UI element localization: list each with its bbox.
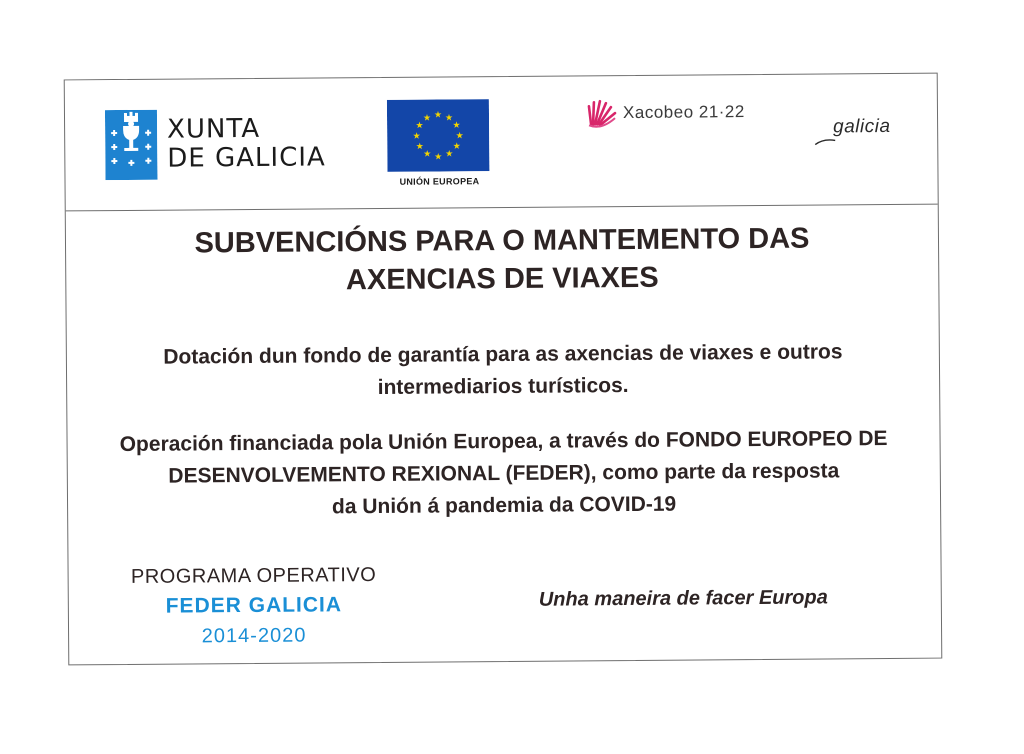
svg-text:★: ★ [412, 131, 421, 142]
eu-logo [387, 99, 492, 187]
eu-caption: UNIÓN EUROPEA [399, 176, 480, 187]
svg-text:★: ★ [452, 120, 461, 131]
galicia-logo [813, 114, 913, 149]
svg-text:★: ★ [415, 142, 424, 153]
svg-text:★: ★ [422, 113, 432, 124]
svg-text:★: ★ [434, 152, 443, 163]
program-name: FEDER GALICIA [165, 593, 343, 618]
program-label: PROGRAMA OPERATIVO [130, 564, 377, 588]
program-period: 2014-2020 [201, 624, 307, 648]
svg-text:★: ★ [433, 110, 443, 121]
svg-text:★: ★ [452, 141, 461, 152]
operation-text: Operación financiada pola Unión Europea, a través do FONDO EUROPEO DE DESENVOLVEMENTO REXIONAL (FEDER), como parte da resposta da Unión á pandemia da COVID-19 [119, 426, 888, 519]
logo-bar [65, 74, 938, 212]
svg-text:★: ★ [444, 113, 454, 124]
page-title: SUBVENCIÓNS PARA O MANTEMENTO DAS AXENCIAS DE VIAXES [194, 222, 810, 297]
xunta-line2: DE GALICIA [167, 142, 326, 174]
svg-text:★: ★ [423, 149, 432, 160]
galicia-swoosh-icon [813, 124, 913, 151]
xunta-emblem-icon [105, 110, 158, 180]
galicia-text: galicia [833, 115, 891, 138]
svg-text:★: ★ [455, 131, 464, 142]
program-block [109, 560, 400, 652]
svg-text:★: ★ [445, 149, 454, 160]
notice-sheet [64, 73, 943, 666]
xacobeo-logo [585, 95, 745, 130]
xunta-line1: XUNTA [166, 113, 261, 145]
xunta-logo [105, 108, 326, 180]
xacobeo-text: Xacobeo 21·22 [622, 102, 745, 123]
subtitle: Dotación dun fondo de garantía para as axencias de viaxes e outros intermediarios turísticos. [163, 340, 843, 399]
scallop-shell-icon [585, 96, 619, 130]
slogan: Unha maneira de facer Europa [538, 586, 828, 611]
svg-text:★: ★ [415, 121, 424, 132]
eu-flag-icon [387, 99, 490, 172]
